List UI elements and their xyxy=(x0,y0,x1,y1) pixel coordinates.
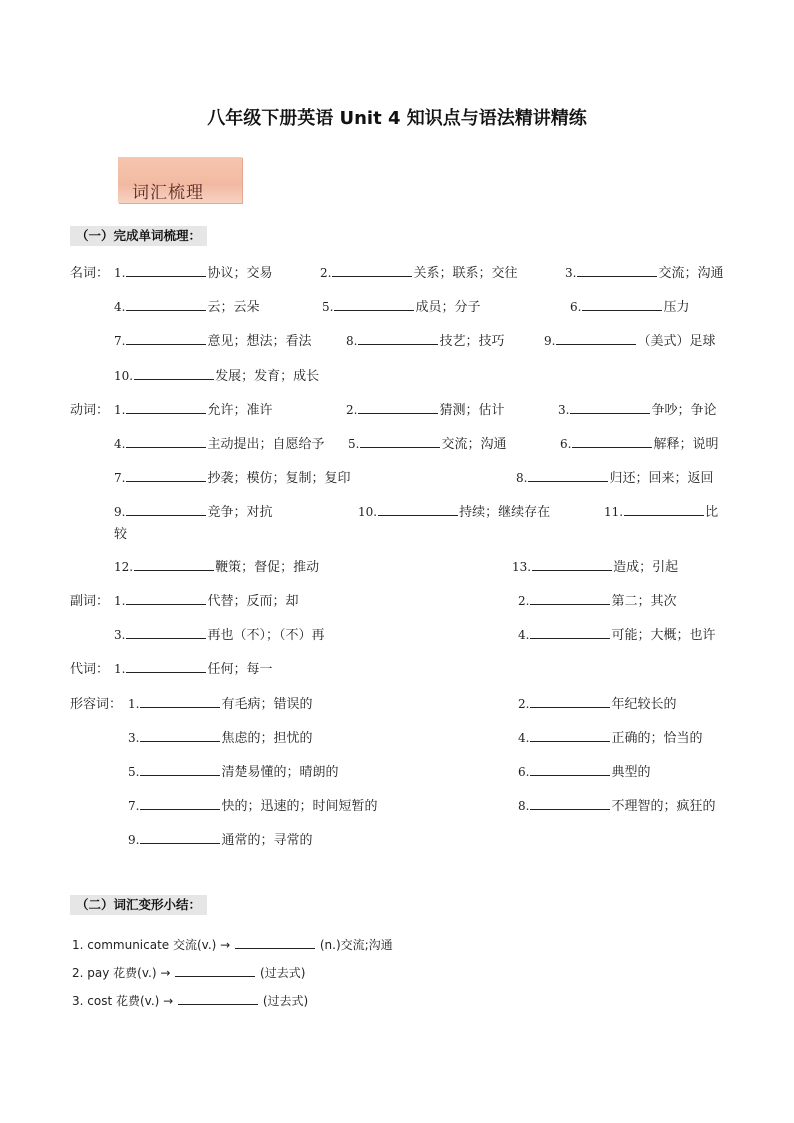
vocab-item xyxy=(565,262,723,281)
item-number: 7. xyxy=(114,334,126,348)
item-meaning: 比 xyxy=(705,505,719,520)
vocab-item xyxy=(128,829,312,848)
vocab-item xyxy=(128,693,312,712)
vocab-item xyxy=(544,330,715,349)
answer-blank[interactable] xyxy=(360,435,440,448)
answer-blank[interactable] xyxy=(358,332,438,345)
item-meaning: 代替；反而；却 xyxy=(207,594,299,609)
category-noun: 名词： xyxy=(70,266,110,281)
answer-blank[interactable] xyxy=(570,401,650,414)
vocab-item xyxy=(114,330,311,349)
vocab-item xyxy=(114,467,350,486)
item-number: 7. xyxy=(114,471,126,485)
answer-blank[interactable] xyxy=(140,797,220,810)
section-heading-1: （一）完成单词梳理： xyxy=(70,226,207,246)
item-meaning: 再也（不）；（不）再 xyxy=(207,628,325,643)
item-meaning: 较 xyxy=(114,527,128,542)
item-meaning: 交流；沟通 xyxy=(441,437,507,452)
answer-blank[interactable] xyxy=(358,401,438,414)
item-number: 2. xyxy=(518,697,530,711)
item-meaning: 通常的；寻常的 xyxy=(221,833,313,848)
form-row xyxy=(72,964,305,981)
vocab-item xyxy=(518,727,702,746)
answer-blank[interactable] xyxy=(572,435,652,448)
item-meaning: 争吵；争论 xyxy=(651,403,717,418)
item-number: 11. xyxy=(604,505,624,519)
vocab-item xyxy=(114,658,272,677)
answer-blank[interactable] xyxy=(126,503,206,516)
item-number: 3. xyxy=(128,731,140,745)
vocab-item xyxy=(558,399,716,418)
answer-blank[interactable] xyxy=(530,592,610,605)
item-meaning: 意见；想法；看法 xyxy=(207,334,312,349)
answer-blank[interactable] xyxy=(332,264,412,277)
item-number: 6. xyxy=(560,437,572,451)
answer-blank[interactable] xyxy=(530,729,610,742)
vocab-item xyxy=(128,727,312,746)
vocab-item xyxy=(518,795,715,814)
vocab-item xyxy=(518,693,676,712)
answer-blank[interactable] xyxy=(577,264,657,277)
vocab-item xyxy=(346,399,504,418)
item-meaning: 抄袭；模仿；复制；复印 xyxy=(207,471,351,486)
vocab-item xyxy=(114,296,259,315)
form-prompt: 2. pay 花费(v.) → xyxy=(72,966,171,980)
answer-blank[interactable] xyxy=(530,626,610,639)
item-meaning: 年纪较长的 xyxy=(611,697,677,712)
vocab-item xyxy=(560,433,718,452)
form-row xyxy=(72,992,308,1009)
item-number: 8. xyxy=(518,799,530,813)
answer-blank[interactable] xyxy=(624,503,704,516)
item-meaning: 成员；分子 xyxy=(415,300,481,315)
item-meaning: 关系；联系；交往 xyxy=(413,266,518,281)
form-hint: (过去式) xyxy=(262,994,309,1008)
item-number: 2. xyxy=(320,266,332,280)
item-meaning: 发展；发育；成长 xyxy=(215,369,320,384)
answer-blank[interactable] xyxy=(126,401,206,414)
answer-blank[interactable] xyxy=(530,797,610,810)
item-meaning: 任何；每一 xyxy=(207,662,273,677)
vocab-item xyxy=(320,262,517,281)
vocab-item xyxy=(114,501,272,520)
item-number: 8. xyxy=(346,334,358,348)
item-number: 2. xyxy=(518,594,530,608)
item-number: 1. xyxy=(114,594,126,608)
answer-blank[interactable] xyxy=(378,503,458,516)
answer-blank[interactable] xyxy=(178,992,258,1005)
vocab-item xyxy=(604,501,718,520)
item-meaning: 猜测；估计 xyxy=(439,403,505,418)
item-meaning: 典型的 xyxy=(611,765,651,780)
answer-blank[interactable] xyxy=(528,469,608,482)
item-meaning: 协议；交易 xyxy=(207,266,273,281)
item-meaning: 归还；回来；返回 xyxy=(609,471,714,486)
vocab-item xyxy=(114,433,324,452)
item-meaning: 第二；其次 xyxy=(611,594,677,609)
answer-blank[interactable] xyxy=(334,298,414,311)
answer-blank[interactable] xyxy=(140,831,220,844)
item-meaning: 造成；引起 xyxy=(613,560,679,575)
answer-blank[interactable] xyxy=(126,592,206,605)
item-number: 2. xyxy=(346,403,358,417)
item-number: 9. xyxy=(114,505,126,519)
item-number: 4. xyxy=(114,437,126,451)
item-number: 13. xyxy=(512,560,532,574)
item-number: 8. xyxy=(516,471,528,485)
vocab-item xyxy=(570,296,689,315)
item-number: 12. xyxy=(114,560,134,574)
vocab-item xyxy=(114,262,272,281)
vocab-item xyxy=(322,296,480,315)
item-meaning: 技艺；技巧 xyxy=(439,334,505,349)
item-meaning: 持续；继续存在 xyxy=(459,505,551,520)
answer-blank[interactable] xyxy=(126,264,206,277)
item-meaning: 允许；准许 xyxy=(207,403,273,418)
answer-blank[interactable] xyxy=(175,964,255,977)
answer-blank[interactable] xyxy=(126,626,206,639)
vocab-item xyxy=(128,761,338,780)
item-number: 1. xyxy=(114,662,126,676)
item-meaning: 竞争；对抗 xyxy=(207,505,273,520)
vocab-item xyxy=(348,433,506,452)
vocab-item xyxy=(518,761,650,780)
item-number: 9. xyxy=(544,334,556,348)
item-meaning: 快的；迅速的；时间短暂的 xyxy=(221,799,378,814)
item-meaning: 清楚易懂的；晴朗的 xyxy=(221,765,339,780)
vocab-item xyxy=(114,365,319,384)
item-number: 4. xyxy=(518,731,530,745)
item-meaning: 云；云朵 xyxy=(207,300,260,315)
vocab-item xyxy=(114,590,298,609)
item-meaning: 解释；说明 xyxy=(653,437,719,452)
answer-blank[interactable] xyxy=(235,936,315,949)
item-number: 9. xyxy=(128,833,140,847)
item-number: 1. xyxy=(114,266,126,280)
item-number: 10. xyxy=(114,369,134,383)
item-meaning: 不理智的；疯狂的 xyxy=(611,799,716,814)
answer-blank[interactable] xyxy=(140,695,220,708)
answer-blank[interactable] xyxy=(134,558,214,571)
vocab-item xyxy=(114,624,324,643)
vocab-item xyxy=(518,590,676,609)
item-number: 6. xyxy=(570,300,582,314)
vocab-item xyxy=(518,624,715,643)
form-row xyxy=(72,936,393,953)
item-meaning: 主动提出；自愿给予 xyxy=(207,437,325,452)
item-number: 4. xyxy=(114,300,126,314)
item-number: 5. xyxy=(128,765,140,779)
banner-label: 词汇梳理 xyxy=(132,183,204,203)
category-adverb: 副词： xyxy=(70,594,110,609)
item-meaning: 焦虑的；担忧的 xyxy=(221,731,313,746)
vocab-item xyxy=(346,330,504,349)
item-meaning: 鞭策；督促；推动 xyxy=(215,560,320,575)
form-hint: (n.)交流;沟通 xyxy=(319,938,393,952)
item-number: 6. xyxy=(518,765,530,779)
vocab-item xyxy=(114,523,127,542)
item-number: 1. xyxy=(128,697,140,711)
item-number: 3. xyxy=(114,628,126,642)
form-hint: (过去式) xyxy=(260,966,306,980)
answer-blank[interactable] xyxy=(530,695,610,708)
item-meaning: 压力 xyxy=(663,300,690,315)
section-heading-2: （二）词汇变形小结： xyxy=(70,895,207,915)
vocab-item xyxy=(114,399,272,418)
answer-blank[interactable] xyxy=(532,558,612,571)
answer-blank[interactable] xyxy=(126,435,206,448)
item-number: 5. xyxy=(348,437,360,451)
form-prompt: 3. cost 花费(v.) → xyxy=(72,994,174,1008)
answer-blank[interactable] xyxy=(126,660,206,673)
answer-blank[interactable] xyxy=(134,367,214,380)
category-pronoun: 代词： xyxy=(70,662,110,677)
category-verb: 动词： xyxy=(70,403,110,418)
answer-blank[interactable] xyxy=(126,298,206,311)
item-number: 4. xyxy=(518,628,530,642)
item-meaning: 正确的；恰当的 xyxy=(611,731,703,746)
vocab-item xyxy=(516,467,713,486)
item-meaning: 交流；沟通 xyxy=(658,266,724,281)
answer-blank[interactable] xyxy=(556,332,636,345)
answer-blank[interactable] xyxy=(140,763,220,776)
item-meaning: 可能；大概；也许 xyxy=(611,628,716,643)
item-meaning: 有毛病；错误的 xyxy=(221,697,313,712)
answer-blank[interactable] xyxy=(582,298,662,311)
item-number: 1. xyxy=(114,403,126,417)
vocab-item xyxy=(114,556,319,575)
answer-blank[interactable] xyxy=(126,469,206,482)
category-adjective: 形容词： xyxy=(70,697,123,712)
vocab-item xyxy=(358,501,550,520)
section-banner xyxy=(118,157,242,203)
form-prompt: 1. communicate 交流(v.) → xyxy=(72,938,231,952)
answer-blank[interactable] xyxy=(530,763,610,776)
item-number: 10. xyxy=(358,505,378,519)
answer-blank[interactable] xyxy=(140,729,220,742)
vocab-item xyxy=(128,795,377,814)
item-number: 3. xyxy=(565,266,577,280)
item-meaning: （美式）足球 xyxy=(637,334,716,349)
vocab-item xyxy=(512,556,678,575)
page-title: 八年级下册英语 Unit 4 知识点与语法精讲精练 xyxy=(207,108,587,129)
item-number: 7. xyxy=(128,799,140,813)
answer-blank[interactable] xyxy=(126,332,206,345)
item-number: 5. xyxy=(322,300,334,314)
item-number: 3. xyxy=(558,403,570,417)
